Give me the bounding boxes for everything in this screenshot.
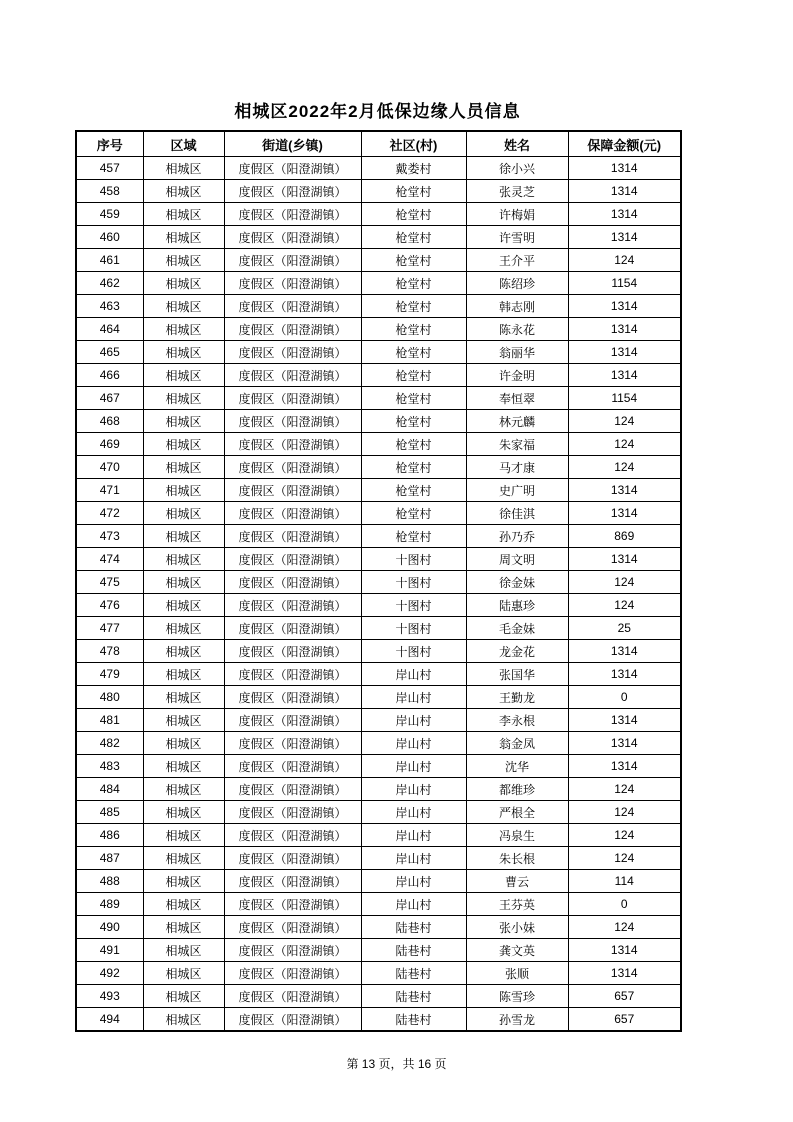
cell-region: 相城区 [143, 479, 224, 502]
cell-amount: 1314 [568, 318, 681, 341]
cell-street: 度假区（阳澄湖镇） [224, 341, 361, 364]
cell-name: 李永根 [466, 709, 568, 732]
cell-region: 相城区 [143, 755, 224, 778]
cell-amount: 1314 [568, 203, 681, 226]
page-number: 第 13 页，共 16 页 [346, 1057, 447, 1071]
cell-street: 度假区（阳澄湖镇） [224, 985, 361, 1008]
cell-street: 度假区（阳澄湖镇） [224, 962, 361, 985]
cell-region: 相城区 [143, 732, 224, 755]
cell-name: 周文明 [466, 548, 568, 571]
cell-name: 朱家福 [466, 433, 568, 456]
cell-name: 翁金凤 [466, 732, 568, 755]
cell-amount: 124 [568, 594, 681, 617]
cell-amount: 124 [568, 916, 681, 939]
cell-region: 相城区 [143, 939, 224, 962]
table-row [76, 617, 681, 640]
cell-region: 相城区 [143, 180, 224, 203]
cell-name: 龙金花 [466, 640, 568, 663]
cell-street: 度假区（阳澄湖镇） [224, 686, 361, 709]
cell-community: 枪堂村 [361, 502, 466, 525]
cell-street: 度假区（阳澄湖镇） [224, 157, 361, 180]
cell-amount: 124 [568, 778, 681, 801]
cell-community: 岸山村 [361, 732, 466, 755]
cell-amount: 1314 [568, 709, 681, 732]
cell-community: 十图村 [361, 617, 466, 640]
cell-amount: 124 [568, 249, 681, 272]
cell-street: 度假区（阳澄湖镇） [224, 870, 361, 893]
table-row [76, 364, 681, 387]
cell-name: 王介平 [466, 249, 568, 272]
cell-community: 枪堂村 [361, 387, 466, 410]
cell-community: 岸山村 [361, 663, 466, 686]
cell-community: 岸山村 [361, 824, 466, 847]
cell-amount: 124 [568, 410, 681, 433]
cell-amount: 124 [568, 456, 681, 479]
cell-index: 468 [76, 410, 143, 433]
cell-region: 相城区 [143, 962, 224, 985]
cell-community: 枪堂村 [361, 203, 466, 226]
cell-street: 度假区（阳澄湖镇） [224, 479, 361, 502]
column-header-street: 街道(乡镇) [224, 131, 361, 157]
cell-amount: 1314 [568, 226, 681, 249]
table-row [76, 226, 681, 249]
cell-region: 相城区 [143, 686, 224, 709]
table-row [76, 778, 681, 801]
cell-amount: 124 [568, 571, 681, 594]
cell-amount: 1314 [568, 180, 681, 203]
cell-region: 相城区 [143, 778, 224, 801]
cell-index: 478 [76, 640, 143, 663]
cell-name: 朱长根 [466, 847, 568, 870]
cell-region: 相城区 [143, 640, 224, 663]
cell-name: 张国华 [466, 663, 568, 686]
cell-index: 466 [76, 364, 143, 387]
cell-street: 度假区（阳澄湖镇） [224, 249, 361, 272]
cell-community: 枪堂村 [361, 364, 466, 387]
table-row [76, 732, 681, 755]
cell-community: 枪堂村 [361, 226, 466, 249]
cell-name: 都维珍 [466, 778, 568, 801]
cell-amount: 1314 [568, 295, 681, 318]
cell-index: 457 [76, 157, 143, 180]
cell-index: 485 [76, 801, 143, 824]
cell-street: 度假区（阳澄湖镇） [224, 1008, 361, 1032]
cell-name: 沈华 [466, 755, 568, 778]
cell-name: 徐佳淇 [466, 502, 568, 525]
cell-community: 十图村 [361, 571, 466, 594]
cell-street: 度假区（阳澄湖镇） [224, 778, 361, 801]
cell-amount: 657 [568, 1008, 681, 1032]
table-row [76, 502, 681, 525]
cell-name: 张顺 [466, 962, 568, 985]
cell-street: 度假区（阳澄湖镇） [224, 180, 361, 203]
cell-amount: 124 [568, 847, 681, 870]
cell-community: 枪堂村 [361, 410, 466, 433]
cell-name: 龚文英 [466, 939, 568, 962]
cell-name: 徐金妹 [466, 571, 568, 594]
cell-amount: 1314 [568, 755, 681, 778]
cell-region: 相城区 [143, 410, 224, 433]
cell-street: 度假区（阳澄湖镇） [224, 663, 361, 686]
cell-name: 王勤龙 [466, 686, 568, 709]
cell-index: 489 [76, 893, 143, 916]
cell-street: 度假区（阳澄湖镇） [224, 640, 361, 663]
cell-region: 相城区 [143, 364, 224, 387]
cell-street: 度假区（阳澄湖镇） [224, 755, 361, 778]
cell-street: 度假区（阳澄湖镇） [224, 709, 361, 732]
cell-name: 张小妹 [466, 916, 568, 939]
cell-name: 林元麟 [466, 410, 568, 433]
cell-community: 枪堂村 [361, 433, 466, 456]
cell-street: 度假区（阳澄湖镇） [224, 594, 361, 617]
cell-index: 471 [76, 479, 143, 502]
column-header-region: 区域 [143, 131, 224, 157]
cell-region: 相城区 [143, 801, 224, 824]
cell-region: 相城区 [143, 318, 224, 341]
cell-index: 480 [76, 686, 143, 709]
benefit-table [75, 130, 682, 1032]
table-row [76, 962, 681, 985]
cell-index: 488 [76, 870, 143, 893]
cell-amount: 1314 [568, 364, 681, 387]
cell-index: 462 [76, 272, 143, 295]
cell-amount: 1314 [568, 548, 681, 571]
cell-region: 相城区 [143, 893, 224, 916]
cell-region: 相城区 [143, 226, 224, 249]
cell-region: 相城区 [143, 295, 224, 318]
table-row [76, 594, 681, 617]
table-row [76, 709, 681, 732]
cell-street: 度假区（阳澄湖镇） [224, 939, 361, 962]
cell-amount: 1314 [568, 663, 681, 686]
cell-region: 相城区 [143, 594, 224, 617]
table-row [76, 341, 681, 364]
column-header-index: 序号 [76, 131, 143, 157]
cell-region: 相城区 [143, 663, 224, 686]
cell-name: 史广明 [466, 479, 568, 502]
cell-street: 度假区（阳澄湖镇） [224, 801, 361, 824]
cell-name: 张灵芝 [466, 180, 568, 203]
cell-community: 枪堂村 [361, 525, 466, 548]
cell-region: 相城区 [143, 617, 224, 640]
cell-region: 相城区 [143, 824, 224, 847]
cell-street: 度假区（阳澄湖镇） [224, 617, 361, 640]
cell-amount: 25 [568, 617, 681, 640]
cell-region: 相城区 [143, 272, 224, 295]
cell-community: 枪堂村 [361, 341, 466, 364]
cell-community: 戴娄村 [361, 157, 466, 180]
cell-name: 韩志刚 [466, 295, 568, 318]
cell-amount: 1314 [568, 962, 681, 985]
cell-region: 相城区 [143, 709, 224, 732]
table-row [76, 571, 681, 594]
cell-region: 相城区 [143, 847, 224, 870]
cell-index: 465 [76, 341, 143, 364]
cell-community: 岸山村 [361, 686, 466, 709]
cell-name: 冯泉生 [466, 824, 568, 847]
cell-street: 度假区（阳澄湖镇） [224, 456, 361, 479]
cell-index: 473 [76, 525, 143, 548]
cell-street: 度假区（阳澄湖镇） [224, 847, 361, 870]
cell-community: 岸山村 [361, 755, 466, 778]
cell-index: 469 [76, 433, 143, 456]
table-row [76, 640, 681, 663]
cell-index: 479 [76, 663, 143, 686]
cell-index: 470 [76, 456, 143, 479]
cell-street: 度假区（阳澄湖镇） [224, 893, 361, 916]
table-row [76, 410, 681, 433]
cell-amount: 1314 [568, 341, 681, 364]
cell-street: 度假区（阳澄湖镇） [224, 387, 361, 410]
cell-name: 许雪明 [466, 226, 568, 249]
cell-street: 度假区（阳澄湖镇） [224, 525, 361, 548]
cell-index: 494 [76, 1008, 143, 1032]
table-row [76, 939, 681, 962]
cell-community: 岸山村 [361, 801, 466, 824]
table-row [76, 387, 681, 410]
cell-region: 相城区 [143, 525, 224, 548]
cell-community: 岸山村 [361, 870, 466, 893]
cell-index: 474 [76, 548, 143, 571]
table-row [76, 157, 681, 180]
cell-name: 孙雪龙 [466, 1008, 568, 1032]
cell-amount: 124 [568, 824, 681, 847]
cell-street: 度假区（阳澄湖镇） [224, 732, 361, 755]
cell-name: 陆惠珍 [466, 594, 568, 617]
cell-region: 相城区 [143, 870, 224, 893]
cell-index: 467 [76, 387, 143, 410]
cell-amount: 1314 [568, 732, 681, 755]
table-row [76, 893, 681, 916]
cell-name: 毛金妹 [466, 617, 568, 640]
table-header-row [76, 131, 681, 157]
cell-amount: 0 [568, 893, 681, 916]
cell-index: 493 [76, 985, 143, 1008]
table-row [76, 801, 681, 824]
cell-community: 枪堂村 [361, 180, 466, 203]
cell-name: 马才康 [466, 456, 568, 479]
cell-amount: 1314 [568, 479, 681, 502]
cell-community: 岸山村 [361, 847, 466, 870]
cell-index: 475 [76, 571, 143, 594]
cell-street: 度假区（阳澄湖镇） [224, 226, 361, 249]
cell-amount: 1314 [568, 640, 681, 663]
cell-region: 相城区 [143, 433, 224, 456]
table-row [76, 456, 681, 479]
cell-index: 491 [76, 939, 143, 962]
cell-community: 陆巷村 [361, 1008, 466, 1032]
cell-region: 相城区 [143, 985, 224, 1008]
cell-region: 相城区 [143, 157, 224, 180]
cell-community: 十图村 [361, 594, 466, 617]
cell-amount: 1314 [568, 939, 681, 962]
column-header-amount: 保障金额(元) [568, 131, 681, 157]
table-row [76, 249, 681, 272]
cell-region: 相城区 [143, 387, 224, 410]
cell-name: 徐小兴 [466, 157, 568, 180]
cell-street: 度假区（阳澄湖镇） [224, 502, 361, 525]
cell-community: 枪堂村 [361, 249, 466, 272]
cell-name: 孙乃乔 [466, 525, 568, 548]
cell-index: 458 [76, 180, 143, 203]
table-row [76, 686, 681, 709]
table-row [76, 870, 681, 893]
cell-amount: 1154 [568, 387, 681, 410]
cell-index: 484 [76, 778, 143, 801]
cell-community: 十图村 [361, 640, 466, 663]
table-row [76, 847, 681, 870]
table-row [76, 318, 681, 341]
cell-amount: 1314 [568, 157, 681, 180]
cell-street: 度假区（阳澄湖镇） [224, 916, 361, 939]
cell-amount: 114 [568, 870, 681, 893]
cell-street: 度假区（阳澄湖镇） [224, 824, 361, 847]
cell-region: 相城区 [143, 1008, 224, 1032]
cell-region: 相城区 [143, 571, 224, 594]
table-row [76, 1008, 681, 1032]
table-row [76, 180, 681, 203]
cell-index: 459 [76, 203, 143, 226]
cell-community: 岸山村 [361, 778, 466, 801]
cell-community: 十图村 [361, 548, 466, 571]
cell-name: 陈永花 [466, 318, 568, 341]
table-row [76, 272, 681, 295]
table-row [76, 525, 681, 548]
column-header-community: 社区(村) [361, 131, 466, 157]
table-row [76, 985, 681, 1008]
cell-region: 相城区 [143, 341, 224, 364]
cell-index: 487 [76, 847, 143, 870]
table-row [76, 824, 681, 847]
cell-street: 度假区（阳澄湖镇） [224, 433, 361, 456]
cell-amount: 124 [568, 433, 681, 456]
cell-region: 相城区 [143, 203, 224, 226]
cell-name: 许梅娟 [466, 203, 568, 226]
cell-street: 度假区（阳澄湖镇） [224, 364, 361, 387]
cell-index: 482 [76, 732, 143, 755]
cell-street: 度假区（阳澄湖镇） [224, 203, 361, 226]
cell-name: 严根全 [466, 801, 568, 824]
table-row [76, 916, 681, 939]
column-header-name: 姓名 [466, 131, 568, 157]
cell-region: 相城区 [143, 916, 224, 939]
cell-index: 463 [76, 295, 143, 318]
cell-street: 度假区（阳澄湖镇） [224, 571, 361, 594]
cell-index: 492 [76, 962, 143, 985]
cell-region: 相城区 [143, 548, 224, 571]
cell-street: 度假区（阳澄湖镇） [224, 318, 361, 341]
table-row [76, 663, 681, 686]
cell-index: 464 [76, 318, 143, 341]
cell-name: 王芬英 [466, 893, 568, 916]
cell-community: 枪堂村 [361, 318, 466, 341]
cell-name: 曹云 [466, 870, 568, 893]
cell-community: 陆巷村 [361, 916, 466, 939]
cell-community: 陆巷村 [361, 985, 466, 1008]
cell-index: 477 [76, 617, 143, 640]
cell-amount: 1314 [568, 502, 681, 525]
cell-amount: 1154 [568, 272, 681, 295]
cell-community: 枪堂村 [361, 295, 466, 318]
cell-index: 483 [76, 755, 143, 778]
cell-community: 岸山村 [361, 893, 466, 916]
table-row [76, 295, 681, 318]
cell-region: 相城区 [143, 502, 224, 525]
cell-region: 相城区 [143, 456, 224, 479]
cell-index: 461 [76, 249, 143, 272]
cell-community: 枪堂村 [361, 272, 466, 295]
table-row [76, 433, 681, 456]
cell-street: 度假区（阳澄湖镇） [224, 410, 361, 433]
cell-community: 陆巷村 [361, 962, 466, 985]
cell-index: 472 [76, 502, 143, 525]
cell-street: 度假区（阳澄湖镇） [224, 272, 361, 295]
cell-index: 486 [76, 824, 143, 847]
cell-name: 许金明 [466, 364, 568, 387]
cell-street: 度假区（阳澄湖镇） [224, 295, 361, 318]
cell-amount: 657 [568, 985, 681, 1008]
cell-name: 陈雪珍 [466, 985, 568, 1008]
cell-street: 度假区（阳澄湖镇） [224, 548, 361, 571]
cell-index: 476 [76, 594, 143, 617]
cell-community: 枪堂村 [361, 479, 466, 502]
cell-amount: 124 [568, 801, 681, 824]
cell-name: 陈绍珍 [466, 272, 568, 295]
page-title: 相城区2022年2月低保边缘人员信息 [234, 102, 521, 121]
cell-name: 翁丽华 [466, 341, 568, 364]
cell-index: 490 [76, 916, 143, 939]
cell-region: 相城区 [143, 249, 224, 272]
cell-amount: 0 [568, 686, 681, 709]
cell-community: 陆巷村 [361, 939, 466, 962]
cell-index: 481 [76, 709, 143, 732]
table-row [76, 479, 681, 502]
cell-index: 460 [76, 226, 143, 249]
table-row [76, 203, 681, 226]
table-row [76, 755, 681, 778]
cell-amount: 869 [568, 525, 681, 548]
cell-community: 岸山村 [361, 709, 466, 732]
cell-name: 奉恒翠 [466, 387, 568, 410]
cell-community: 枪堂村 [361, 456, 466, 479]
table-row [76, 548, 681, 571]
